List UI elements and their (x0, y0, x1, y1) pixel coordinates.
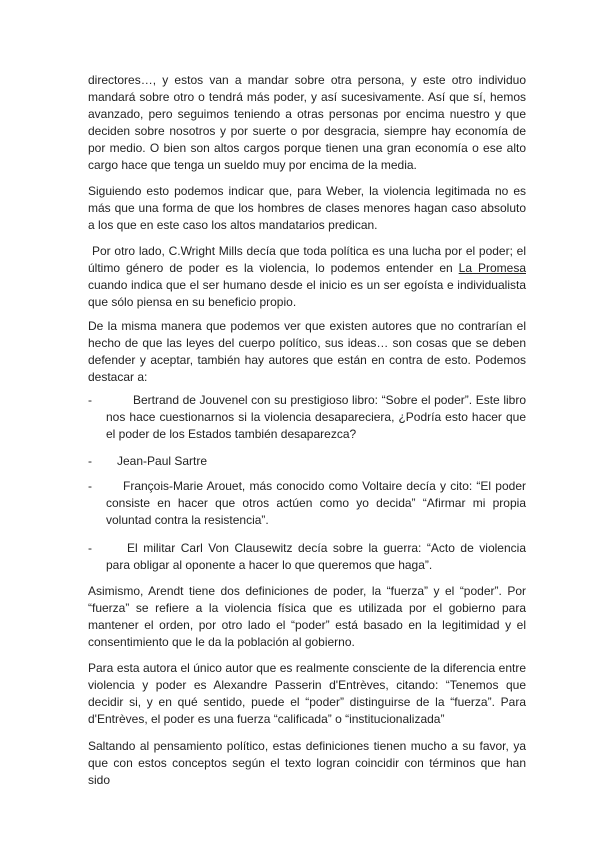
paragraph-text: Por otro lado, C.Wright Mills decía que toda política es una lucha por el poder; el último género de poder es la violencia, lo podemos entender en (88, 244, 526, 275)
body-paragraph: Siguiendo esto podemos indicar que, para Weber, la violencia legitimada no es más que una forma de que los hombres de clases menores hagan caso absoluto a los que en este caso los altos mandatarios predican. (88, 184, 526, 232)
list-item-text: Jean-Paul Sartre (117, 454, 208, 468)
body-paragraph: directores…, y estos van a mandar sobre otra persona, y este otro individuo mandará sobre otro o tendrá más poder, y así sucesivamente. Así que sí, hemos avanzado, pero seguimos teniendo a otras personas por encima nuestro y que deciden sobre nosotros y por suerte o por desgracia, siempre hay economía de por medio. O bien son altos cargos porque tienen una gran economía o ese alto cargo hace que tenga un sueldo muy por encima de la media. (88, 73, 526, 172)
list-item-text: Bertrand de Jouvenel con su prestigioso libro: “Sobre el poder”. Este libro nos hace cuestionarnos si la violencia desapareciera, ¿Podría esto hacer que el poder de los Estados también desaparezca? (106, 393, 526, 441)
body-paragraph: Saltando al pensamiento político, estas definiciones tienen mucho a su favor, ya que con estos conceptos según el texto logran coincidir con términos que han sido (88, 739, 526, 787)
underlined-title: La Promesa (458, 261, 526, 275)
body-paragraph: Asimismo, Arendt tiene dos definiciones de poder, la “fuerza” y el “poder”. Por “fuerza” se refiere a la violencia física que es utilizada por el gobierno para mantener el orden, por otro lado el “poder” está basado en la legitimidad y el consentimiento que le da la población al gobierno. (88, 584, 526, 649)
list-item-text: El militar Carl Von Clausewitz decía sobre la guerra: “Acto de violencia para obligar al oponente a hacer lo que queremos que haga”. (106, 541, 526, 572)
list-dash: - (88, 393, 92, 407)
paragraph-text: cuando indica que el ser humano desde el inicio es un ser egoísta e individualista que sólo piensa en su beneficio propio. (88, 278, 526, 309)
list-item-text: François-Marie Arouet, más conocido como Voltaire decía y cito: “El poder consiste en hacer que otros actúen como yo decida” “Afirmar mi propia voluntad contra la resistencia”. (106, 479, 526, 527)
body-paragraph: De la misma manera que podemos ver que existen autores que no contrarían el hecho de que las leyes del cuerpo político, sus ideas… son cosas que se deben defender y aceptar, también hay autores que están en contra de esto. Podemos destacar a: (88, 319, 526, 384)
list-dash: - (88, 541, 92, 555)
list-dash: - (88, 454, 92, 468)
body-paragraph (88, 243, 526, 311)
list-dash: - (88, 479, 92, 493)
body-paragraph: Para esta autora el único autor que es realmente consciente de la diferencia entre violencia y poder es Alexandre Passerin d'Entrèves, citando: “Tenemos que decidir si, y en qué sentido, puede el “poder” distinguirse de la “fuerza”. Para d'Entrèves, el poder es una fuerza “calificada” o “institucionalizada” (88, 661, 526, 726)
